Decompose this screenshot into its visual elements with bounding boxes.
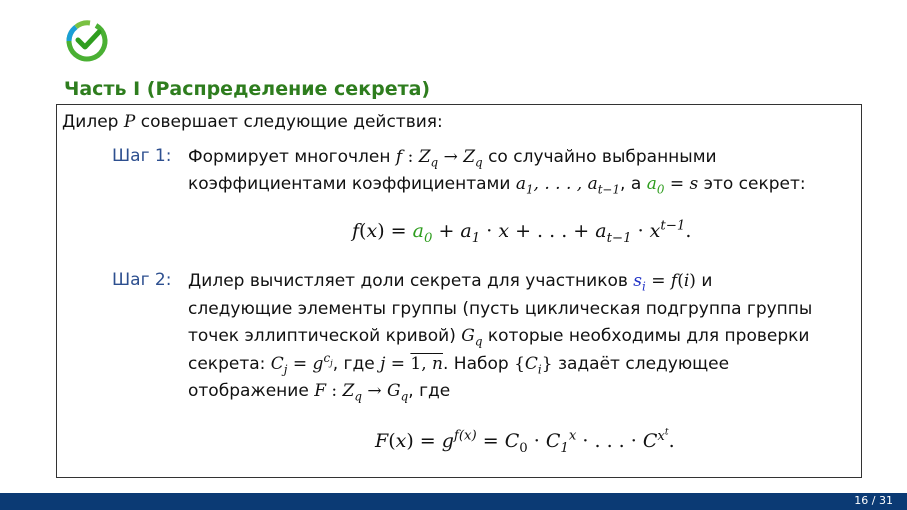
- step2-line2: следующие элементы группы (пусть циклическая подгруппа группы: [188, 299, 813, 319]
- step1-math-a0: $a_0$: [646, 174, 665, 197]
- step1-text-e: это секрет:: [703, 174, 806, 194]
- intro-rest: совершает следующие действия:: [140, 112, 443, 132]
- step1-line2: коэффициентами коэффициентами $a_1$, . . . , $a_{t-1}$, а $a_0 = s$ это секрет:: [188, 174, 806, 197]
- step1-math-coeffs: $a_1$, . . . , $a_{t-1}$: [515, 174, 621, 197]
- step2-text-g: . Набор: [442, 354, 509, 374]
- mapping-formula: $F(x) = g^{f(x)} = C_0 \cdot C_1^x$ · . . . · $C^{x^t}$.: [375, 426, 675, 456]
- step1-text-d: , а: [620, 174, 642, 194]
- step1-math-f: f: [395, 147, 403, 167]
- step2-line5: отображение F : $Z_q \to G_q$, где: [188, 381, 451, 404]
- footer-bar: [0, 493, 907, 510]
- step2-text-a: Дилер вычистляет доли секрета для участников: [188, 271, 628, 291]
- intro-line: [62, 112, 443, 132]
- step1-line1: Формирует многочлен f : $Z_q \to Z_q$ со случайно выбранными: [188, 147, 717, 170]
- step2-math-map: F: [314, 381, 326, 401]
- sber-logo-icon: [64, 18, 110, 64]
- step2-math-gq: $G_q$: [461, 326, 483, 349]
- step2-text-b: и: [701, 271, 713, 291]
- step2-line1: Дилер вычистляет доли секрета для участников $s_i = f(i)$ и: [188, 271, 713, 294]
- page-total: 31: [879, 494, 893, 507]
- step2-text-c: точек эллиптической кривой): [188, 326, 456, 346]
- step2-text-h: задаёт следующее: [557, 354, 730, 374]
- step1-label: Шаг 1:: [112, 146, 172, 166]
- step2-label: Шаг 2:: [112, 270, 172, 290]
- step2-math-si: $s_i$: [633, 271, 646, 294]
- step2-text-j: , где: [408, 381, 451, 401]
- step1-text-b: со случайно выбранными: [488, 147, 717, 167]
- intro-text: Дилер: [62, 112, 119, 132]
- step2-math-cj: $C_j$: [270, 354, 288, 377]
- page-number: [854, 494, 893, 507]
- polynomial-formula: $f(x) = a_0 + a_1 \cdot x$ + . . . + $a_{t-1} \cdot x^{t-1}$.: [352, 218, 692, 246]
- step2-line4: секрета: $C_j = g^{c_j}$, где j = 1, n. Набор $\{C_i\}$ задаёт следующее: [188, 351, 730, 377]
- page-separator: /: [871, 494, 876, 507]
- page-current: 16: [854, 494, 869, 507]
- step2-text-f: , где: [332, 354, 375, 374]
- step2-line3: [188, 326, 810, 349]
- step2-text-d: которые необходимы для проверки: [487, 326, 810, 346]
- slide-title: Часть I (Распределение секрета): [64, 78, 431, 100]
- step2-text-i: отображение: [188, 381, 309, 401]
- step1-text-a: Формирует многочлен: [188, 147, 391, 167]
- step2-math-range: 1, n: [410, 354, 443, 374]
- step2-text-e: секрета:: [188, 354, 266, 374]
- step1-text-c: коэффициентами коэффициентами: [188, 174, 511, 194]
- intro-var: P: [123, 112, 136, 132]
